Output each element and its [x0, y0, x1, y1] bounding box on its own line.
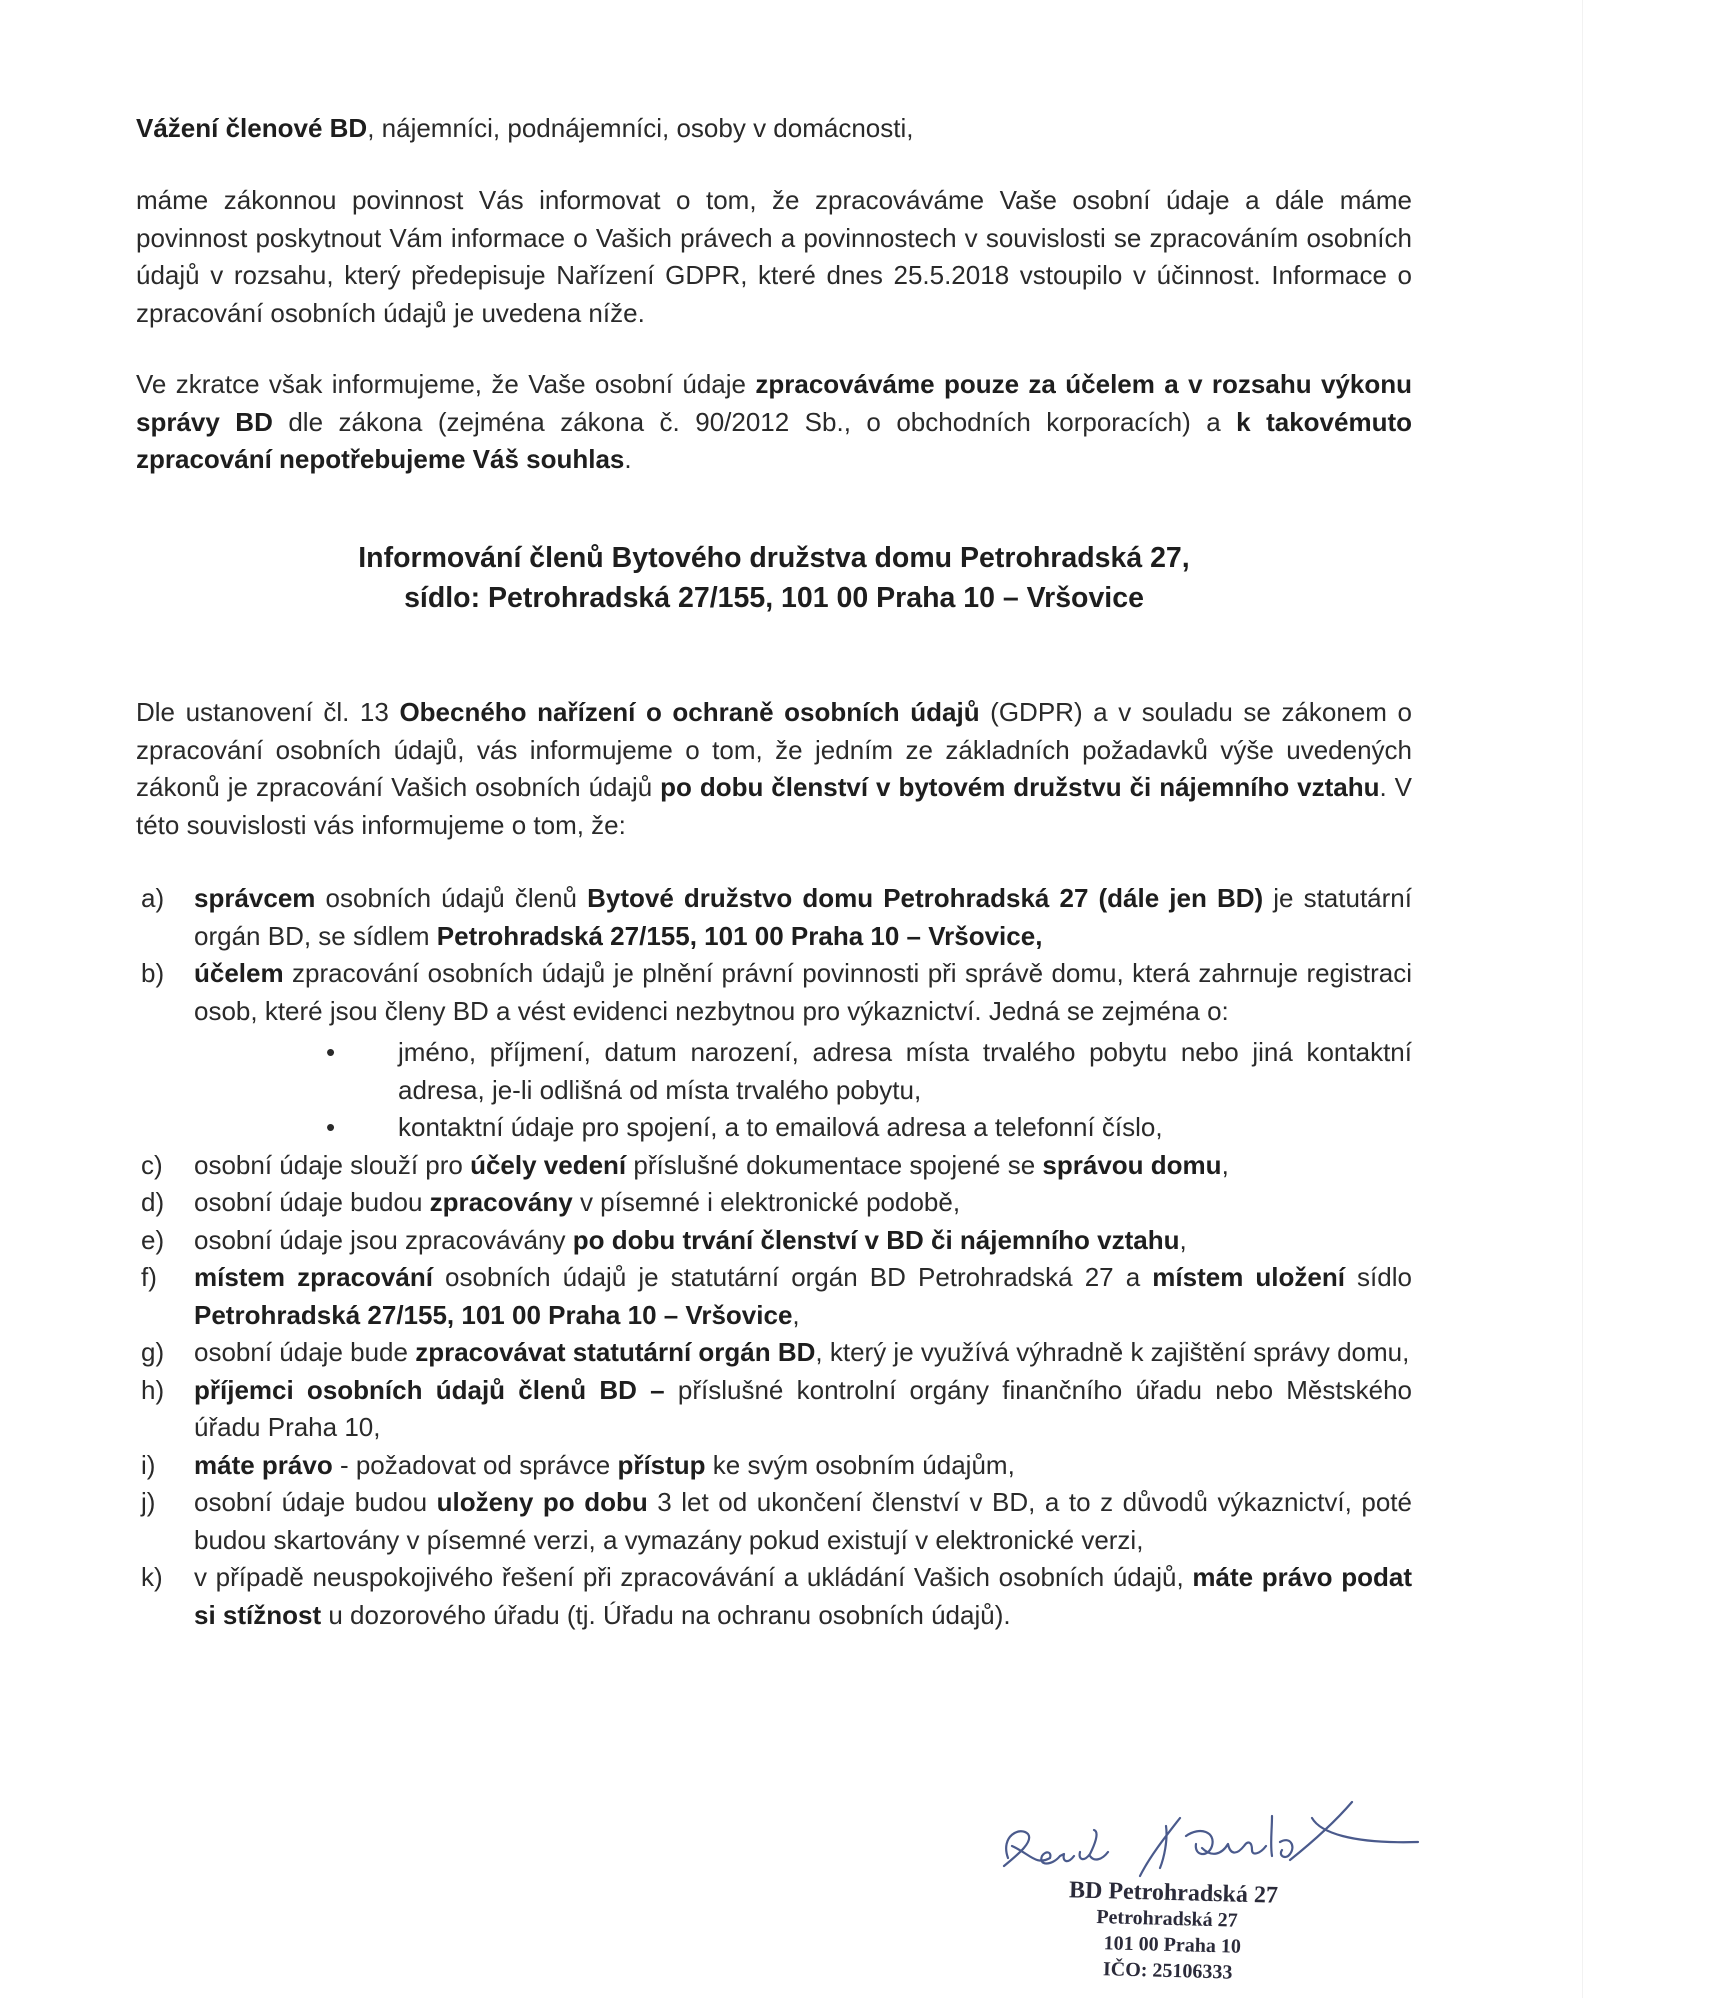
item-j-text-1: osobní údaje budou: [194, 1487, 437, 1517]
item-g-text-2: , který je využívá výhradně k zajištění správy domu,: [815, 1337, 1410, 1367]
summary-text-1: Ve zkratce však informujeme, že Vaše osobní údaje: [136, 369, 756, 399]
information-list: [136, 880, 1412, 1634]
item-f-text-3: ,: [792, 1299, 800, 1330]
list-item-e: [136, 1222, 1412, 1260]
item-f-text-2: sídlo: [1344, 1262, 1412, 1292]
list-item-i: [136, 1447, 1412, 1485]
item-g-text-1: osobní údaje bude: [194, 1337, 416, 1367]
bullet-text: kontaktní údaje pro spojení, a to emailová adresa a telefonní číslo,: [398, 1112, 1163, 1142]
list-marker: d): [141, 1187, 165, 1217]
section-heading: [136, 538, 1412, 618]
list-marker: c): [141, 1149, 163, 1180]
list-item-j: [136, 1484, 1412, 1559]
list-item-g: [136, 1334, 1412, 1372]
list-marker: j): [141, 1487, 156, 1517]
gdpr-paragraph: [136, 694, 1412, 844]
list-marker: i): [141, 1449, 156, 1480]
greeting-bold: Vážení členové BD: [136, 113, 368, 143]
intro-paragraph: máme zákonnou povinnost Vás informovat o tom, že zpracováváme Vaše osobní údaje a dále máme povinnost poskytnout Vám informace o Vašich právech a povinnostech v souvislosti se zpracováním osobních údajů v rozsahu, který předepisuje Nařízení GDPR, které dnes 25.5.2018 vstoupilo v účinnost. Informace o zpracování osobních údajů je uvedena níže.: [136, 185, 1412, 328]
list-marker: k): [141, 1562, 163, 1592]
stamp-line-3: 101 00 Praha 10: [1103, 1932, 1242, 1958]
greeting-rest: , nájemníci, podnájemníci, osoby v domácnosti,: [367, 113, 914, 143]
item-k-text-1: v případě neuspokojivého řešení při zpracovávání a ukládání Vašich osobních údajů,: [194, 1562, 1193, 1592]
item-f-bold-1: místem zpracování: [194, 1262, 433, 1292]
list-item-a: [136, 880, 1412, 955]
summary-text-3: .: [624, 444, 632, 474]
item-d-bold-1: zpracovány: [429, 1187, 573, 1217]
item-k-text-2: u dozorového úřadu (tj. Úřadu na ochranu osobních údajů).: [321, 1599, 1011, 1630]
gdpr-bold-1: Obecného nařízení o ochraně osobních údajů: [399, 697, 980, 727]
gdpr-text-3: . V této souvislosti vás informujeme o tom, že:: [136, 772, 1412, 840]
item-b-bold-1: účelem: [194, 958, 284, 988]
item-h-text-1: příslušné kontrolní orgány finančního úřadu nebo Městského úřadu Praha 10,: [194, 1374, 1413, 1442]
summary-text-2: dle zákona (zejména zákona č. 90/2012 Sb., o obchodních korporacích) a: [272, 406, 1237, 437]
item-g-bold-1: zpracovávat statutární orgán BD: [415, 1337, 816, 1367]
list-item-c: [136, 1147, 1412, 1185]
item-j-bold-1: uloženy po dobu: [436, 1487, 648, 1517]
item-a-bold-3: Petrohradská 27/155, 101 00 Praha 10 – Vršovice,: [436, 920, 1043, 951]
list-marker: a): [141, 883, 165, 913]
summary-paragraph: [136, 366, 1412, 479]
item-e-text-1: osobní údaje jsou zpracovávány: [194, 1224, 573, 1255]
item-k-bold-1: máte právo podat si stížnost: [194, 1562, 1412, 1630]
item-j-text-2: 3 let od ukončení členství v BD, a to z důvodů výkaznictví, poté budou skartovány v písemné verzi, a vymazány pokud existují v elektronické verzi,: [194, 1487, 1412, 1555]
summary-bold-1: zpracováváme pouze za účelem a v rozsahu výkonu správy BD: [136, 369, 1412, 437]
item-f-text-1: osobních údajů je statutární orgán BD Petrohradská 27 a: [432, 1262, 1153, 1292]
stamp-line-4: IČO: 25106333: [1102, 1958, 1233, 1984]
item-a-bold-2: Bytové družstvo domu Petrohradská 27 (dále jen BD): [587, 883, 1264, 913]
heading-line-2: sídlo: Petrohradská 27/155, 101 00 Praha 10 – Vršovice: [404, 582, 1144, 614]
stamp-line-2: Petrohradská 27: [1096, 1906, 1238, 1932]
list-marker: e): [141, 1224, 165, 1255]
gdpr-text-1: Dle ustanovení čl. 13: [136, 697, 400, 727]
list-item-b: [136, 955, 1412, 1030]
heading-line-1: Informování členů Bytového družstva domu Petrohradská 27,: [358, 542, 1190, 574]
gdpr-text-2: (GDPR) a v souladu se zákonem o zpracování osobních údajů, vás informujeme o tom, že jedním ze základních požadavků výše uvedených zákonů je zpracování Vašich osobních údajů: [136, 697, 1412, 802]
bullet-icon: •: [326, 1112, 336, 1142]
list-marker: g): [141, 1337, 165, 1367]
item-e-text-2: ,: [1179, 1224, 1187, 1255]
list-item-k: [136, 1559, 1412, 1634]
gdpr-bold-2: po dobu členství v bytovém družstvu či nájemního vztahu: [660, 772, 1380, 802]
list-marker: f): [141, 1262, 157, 1292]
item-i-text-1: - požadovat od správce: [332, 1449, 618, 1480]
item-c-text-3: ,: [1221, 1149, 1229, 1180]
item-b-text-1: zpracování osobních údajů je plnění právní povinnosti při správě domu, která zahrnuje registraci osob, které jsou členy BD a vést evidenci nezbytnou pro výkaznictví. Jedná se zejména o:: [194, 958, 1412, 1026]
list-item-f: [136, 1259, 1412, 1334]
greeting: [136, 110, 1412, 148]
bullet-text: jméno, příjmení, datum narození, adresa místa trvalého pobytu nebo jiná kontaktní adresa, je-li odlišná od místa trvalého pobytu,: [398, 1037, 1412, 1105]
item-i-bold-2: přístup: [617, 1449, 706, 1480]
bullet-item: [326, 1109, 1412, 1147]
item-e-bold-1: po dobu trvání členství v BD či nájemního vztahu: [572, 1224, 1180, 1255]
item-d-text-2: v písemné i elektronické podobě,: [572, 1187, 961, 1217]
bullet-icon: •: [326, 1037, 336, 1067]
item-a-bold-1: správcem: [194, 883, 316, 913]
list-item-d: [136, 1184, 1412, 1222]
list-marker: b): [141, 958, 165, 988]
scan-edge: [1582, 0, 1583, 1998]
summary-bold-2: k takovémuto zpracování nepotřebujeme Váš souhlas: [136, 406, 1413, 474]
item-h-bold-1: příjemci osobních údajů členů BD –: [194, 1374, 665, 1405]
item-i-text-2: ke svým osobním údajům,: [705, 1449, 1015, 1480]
item-i-bold-1: máte právo: [194, 1449, 333, 1480]
bullet-item: [326, 1034, 1412, 1109]
item-c-text-2: příslušné dokumentace spojené se: [626, 1149, 1043, 1180]
list-marker: h): [141, 1374, 165, 1405]
item-a-text-2: je statutární orgán BD, se sídlem: [194, 883, 1412, 951]
company-stamp: [1067, 1877, 1279, 1986]
item-f-bold-3: Petrohradská 27/155, 101 00 Praha 10 – Vršovice: [194, 1299, 793, 1330]
stamp-line-1: BD Petrohradská 27: [1068, 1877, 1279, 1909]
item-a-text-1: osobních údajů členů: [315, 883, 588, 913]
list-item-h: [136, 1372, 1412, 1447]
item-c-bold-1: účely vedení: [470, 1149, 627, 1180]
item-c-text-1: osobní údaje slouží pro: [194, 1149, 471, 1180]
item-f-bold-2: místem uložení: [1152, 1262, 1345, 1292]
item-d-text-1: osobní údaje budou: [194, 1187, 430, 1217]
item-c-bold-2: správou domu: [1042, 1149, 1222, 1180]
